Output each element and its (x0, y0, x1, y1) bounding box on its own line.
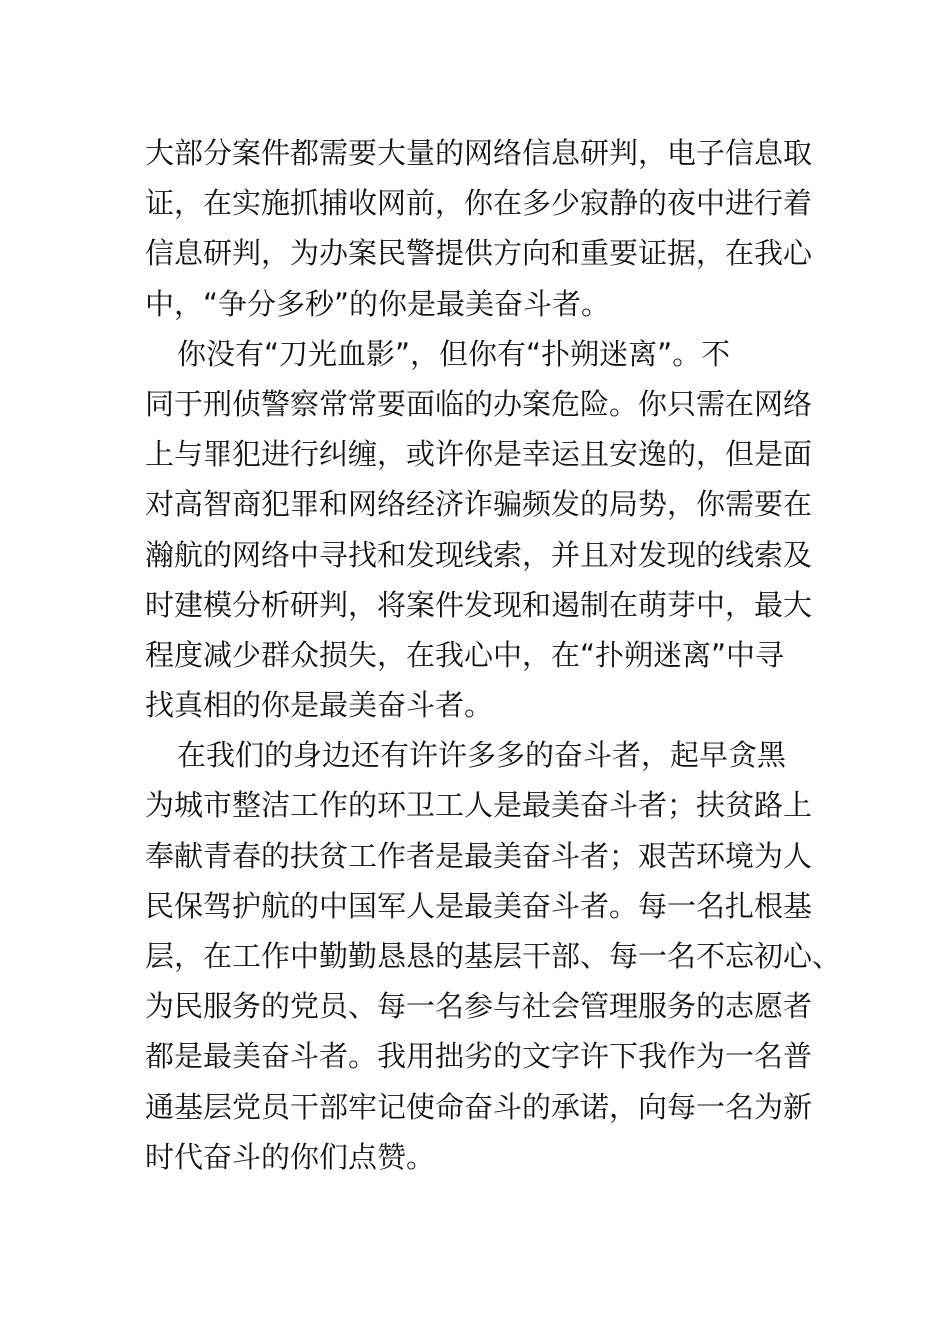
document-body (145, 128, 842, 1182)
paragraph-1 (145, 128, 825, 329)
text-line: 信息研判，为办案民警提供方向和重要证据，在我心 (145, 236, 813, 271)
text-line: 为城市整洁工作的环卫工人是最美奋斗者；扶贫路上 (145, 788, 813, 823)
text-line: 程度减少群众损失，在我心中，在“扑朔迷离”中寻 (145, 637, 785, 672)
text-line: 证，在实施抓捕收网前，你在多少寂静的夜中进行着 (145, 186, 813, 221)
text-line: 通基层党员干部牢记使命奋斗的承诺，向每一名为新 (145, 1089, 813, 1124)
text-line: 大部分案件都需要大量的网络信息研判，电子信息取 (145, 136, 813, 170)
text-line: 奉献青春的扶贫工作者是最美奋斗者；艰苦环境为人 (145, 838, 813, 873)
text-line: 对高智商犯罪和网络经济诈骗频发的局势，你需要在 (145, 487, 813, 522)
text-line: 你没有“刀光血影”，但你有“扑朔迷离”。不 (177, 336, 731, 371)
text-line: 民保驾护航的中国军人是最美奋斗者。每一名扎根基 (145, 888, 813, 923)
text-line: 在我们的身边还有许许多多的奋斗者，起早贪黑 (177, 738, 787, 773)
text-line: 中，“争分多秒”的你是最美奋斗者。 (145, 286, 611, 321)
text-line: 时建模分析研判，将案件发现和遏制在萌芽中，最大 (145, 587, 813, 622)
text-line: 上与罪犯进行纠缠，或许你是幸运且安逸的，但是面 (145, 437, 813, 472)
text-line: 时代奋斗的你们点赞。 (145, 1139, 436, 1174)
text-line: 找真相的你是最美奋斗者。 (145, 688, 494, 723)
text-line: 同于刑侦警察常常要面临的办案危险。你只需在网络 (145, 386, 813, 421)
text-line: 为民服务的党员、每一名参与社会管理服务的志愿者 (145, 989, 813, 1024)
text-line: 层，在工作中勤勤恳恳的基层干部、每一名不忘初心、 (145, 939, 842, 973)
text-line: 瀚航的网络中寻找和发现线索，并且对发现的线索及 (145, 537, 813, 572)
paragraph-3 (145, 730, 842, 1182)
paragraph-2 (145, 329, 825, 731)
text-line: 都是最美奋斗者。我用拙劣的文字许下我作为一名普 (145, 1039, 813, 1074)
